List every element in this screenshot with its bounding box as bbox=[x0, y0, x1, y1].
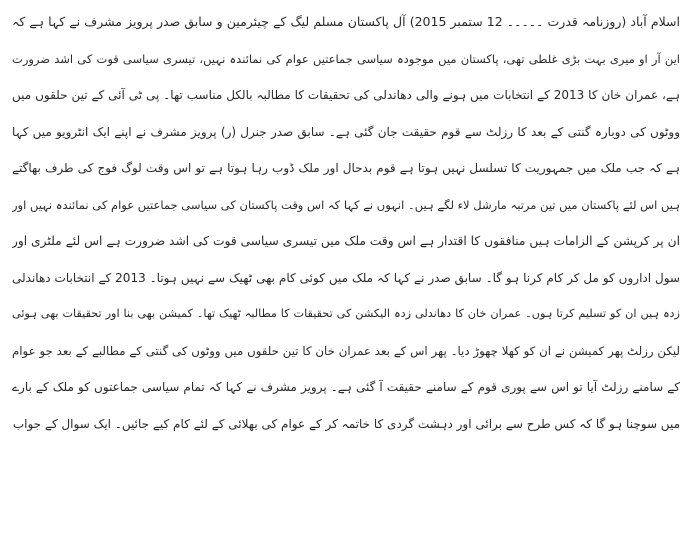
article-line-12: میں سوچنا ہو گا کہ کس طرح سے برائی اور دہشت گردی کا خاتمہ کر کے عوام کی بھلائی کے لئے کام کیے جائیں۔ ایک سوال کے جواب bbox=[12, 416, 680, 431]
article-line-9: زدہ ہیں ان کو تسلیم کرتا ہوں۔ عمران خان کا دھاندلی زدہ الیکشن کی تحقیقات کا مطالبہ ٹھیک تھا۔ کمیشن بھی بنا اور تحقیقات بھی ہوئی bbox=[12, 307, 680, 320]
article-line-5: ہے کہ جب ملک میں جمہوریت کا تسلسل نہیں ہوتا ہے قوم بدحال اور ملک ڈوب رہا ہوتا ہے تو اس وقت لوگ فوج کی طرف بھاگتے bbox=[12, 161, 680, 175]
article-line-1 bbox=[12, 4, 680, 41]
article-line-1-text: آل پاکستان مسلم لیگ کے چیئرمین و سابق صدر پرویز مشرف نے کہا ہے کہ bbox=[12, 14, 406, 29]
article-line-2: این آر او میری بہت بڑی غلطی تھی، پاکستان میں موجودہ سیاسی جماعتیں عوام کی نمائندہ نہیں، تیسری سیاسی قوت کی اشد ضرورت bbox=[12, 51, 680, 66]
article-line-11: کے سامنے رزلٹ آیا تو اس سے پوری قوم کے سامنے حقیقت آ گئی ہے۔ پرویز مشرف نے کہا کہ تمام سیاسی جماعتوں کو ملک کے بارے bbox=[12, 380, 680, 394]
article-line-4: ووٹوں کی دوبارہ گنتی کے بعد کا رزلٹ سے قوم حقیقت جان گئی ہے۔ سابق صدر جنرل (ر) پرویز مشرف نے اپنے ایک انٹرویو میں کہا bbox=[12, 124, 680, 139]
article-line-8: سول اداروں کو مل کر کام کرنا ہو گا۔ سابق صدر نے کہا کہ ملک میں کوئی کام بھی ٹھیک سے نہیں ہوتا۔ 2013 کے انتخابات دھاندلی bbox=[12, 270, 680, 285]
news-article bbox=[12, 4, 680, 442]
dateline: اسلام آباد (روزنامہ قدرت ۔۔۔۔۔ 12 ستمبر 2015) bbox=[409, 14, 680, 29]
article-line-10: لیکن رزلٹ پھر کمیشن نے ان کو کھلا چھوڑ دیا۔ پھر اس کے بعد عمران خان کا تین حلقوں میں ووٹوں کی گنتی کے مطالبے کے بعد جو عوام bbox=[12, 343, 680, 358]
article-line-3: ہے، عمران خان کا 2013 کے انتخابات میں ہونے والی دھاندلی کی تحقیقات کا مطالبہ بالکل مناسب تھا۔ پی ٹی آئی کے تین حلقوں میں bbox=[12, 88, 680, 102]
article-line-6: ہیں اس لئے پاکستان میں تین مرتبہ مارشل لاء لگے ہیں۔ انہوں نے کہا کہ اس وقت پاکستان کی سیاسی جماعتیں عوام کی نمائندہ نہیں اور bbox=[12, 197, 680, 212]
article-line-7: ان پر کرپشن کے الزامات ہیں منافقوں کا اقتدار ہے اس وقت ملک میں تیسری سیاسی قوت کی اشد ضرورت ہے اس لئے ملٹری اور bbox=[12, 234, 680, 248]
